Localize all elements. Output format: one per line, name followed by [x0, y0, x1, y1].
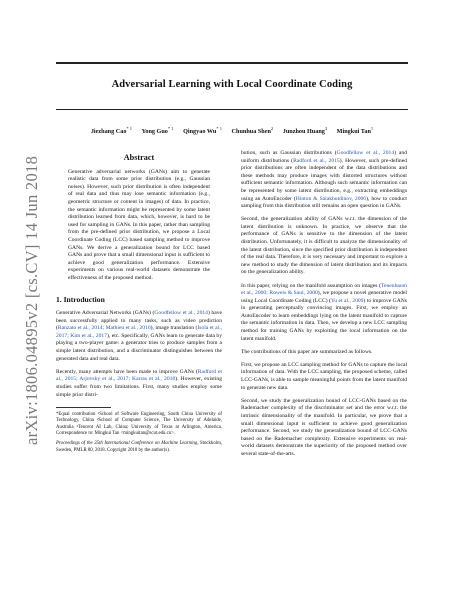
citation-link[interactable]: Radford et al., 2015 — [293, 157, 340, 164]
arxiv-stamp: arXiv:1806.04895v2 [cs.CV] 14 Jun 2018 — [22, 155, 41, 445]
author: Chunhua Shen$^2$ — [231, 126, 274, 136]
intro-paragraph: Recently, many attempts have been made to improve GANs (Radford et al., 2015; Arjovsky et al., 2017; Karras et al., 2018). However, existing studies suffer from two limitations. First, many studies employ some simple prior distri- — [56, 368, 223, 398]
citation-link[interactable]: Goodfellow et al., 2014 — [154, 310, 208, 317]
title-bottom-rule — [56, 109, 408, 110]
footnote-rule — [56, 407, 111, 408]
citation-link[interactable]: Radford et al., 2015; Arjovsky et al., 2017; Karras et al., 2018 — [56, 368, 223, 383]
body-paragraph: The contributions of this paper are summarized as follows. — [241, 348, 373, 355]
abstract-heading: Abstract — [123, 153, 155, 162]
body-paragraph: bution, such as Gaussian distributions (Goodfellow et al., 2014) and uniform distributions (Radford et al., 2015). However, such pre-defined prior distributions are often independent of the data distributions and these methods may produce images with distorted structures without sufficient semantic information. Although such semantic information can be represented by some latent distribution, e.g., extracting embeddings using an AutoEncoder (Hinton & Salakhutdinov, 2006), how to conduct sampling from this distribution still remains an open question in GANs. — [241, 150, 408, 210]
title-top-rule — [56, 62, 408, 64]
author: Mingkui Tan$^1$ — [336, 126, 374, 136]
paper-title: Adversarial Learning with Local Coordinate Coding — [111, 79, 353, 90]
left-column — [56, 150, 222, 458]
body-paragraph: First, we propose an LCC sampling method for GANs to capture the local information of data. With the LCC sampling, the proposed scheme, called LCC-GANs, is able to sample meaningful points from the latent manifold to generate new data. — [241, 361, 407, 391]
citation-link[interactable]: Isola et al., 2017; Kim et al., 2017 — [56, 325, 222, 339]
right-column — [241, 150, 407, 464]
citation-link[interactable]: Goodfellow et al., 2014 — [336, 150, 395, 156]
body-paragraph: Second, we study the generalization bound of LCC-GANs based on the Rademacher complexity of the discriminator set and the error w.r.t. the intrinsic dimensionality of the manifold. In particular, we prove that a small dimensional input is sufficient to achieve good generalization performance. Second, we study the generalization bound of LCC-GANs based on the Rademacher complexity. Extensive experiments on real-world datasets demonstrate the superiority of the proposed method over several state-of-the-arts. — [241, 397, 407, 457]
proceedings-note: Proceedings of the 35th International Conference on Machine Learning, Stockholm, Sweden, PMLR 80, 2018. Copyright 2018 by the author(s). — [56, 441, 222, 453]
author: Yong Guo$^{* 1}$ — [141, 126, 174, 136]
author: Qingyao Wu$^{* 1}$ — [183, 126, 222, 136]
footnotes — [56, 412, 222, 454]
intro-heading: 1. Introduction — [56, 294, 105, 304]
author: Junzhou Huang$^3$ — [282, 126, 328, 136]
intro-paragraph: Generative Adversarial Networks (GANs) (Goodfellow et al., 2014) have been successfully applied to many tasks, such as video prediction (Ranzato et al., 2014; Mathieu et al., 2016), image translation (Isola et al., 2017; Kim et al., 2017), etc. Specifically, GANs learn to generate data by playing a two-player game: a generator tries to produce samples from a simple latent distribution, and a discriminator distinguishes between the generated data and real data. — [56, 310, 223, 362]
affiliation-footnote: *Equal contribution ¹School of Software Engineering, South China University of Technology, China ²School of Computer Science, The University of Adelaide, Australia ³Tencent AI Lab, China; University of Texas at Arlington, America. Correspondence to: Mingkui Tan <mingkuitan@scut.edu.cn>. — [56, 411, 222, 436]
body-paragraph: In this paper, relying on the manifold assumption on images (Tenenbaum et al., 2000; Roweis & Saul, 2000), we propose a novel generative model using Local Coordinate Coding (LCC) (Yu et al., 2009) to improve GANs in generating perceptually convincing images. First, we employ an AutoEncoder to learn embeddings lying on the latent manifold to capture the semantic information in data. Then, we develop a new LCC sampling method for training GANs by exploiting the local information on the latent manifold. — [241, 282, 407, 342]
abstract-text: Generative adversarial networks (GANs) aim to generate realistic data from some prior distribution (e.g., Gaussian noises). However, such prior distribution is often independent of real data and thus may lose semantic information (e.g., geometric structure or content in images) of data. In practice, the semantic information might be represented by some latent distribution learned from data, which, however, is hard to be used for sampling in GANs. In this paper, rather than sampling from the pre-defined prior distribution, we propose a Local Coordinate Coding (LCC) based sampling method to improve GANs. We derive a generalization bound for LCC based GANs and prove that a small dimensional input is sufficient to achieve good generalization performance. Extensive experiments on various real-world datasets demonstrate the effectiveness of the proposed method. — [68, 168, 210, 281]
citation-link[interactable]: Tenenbaum et al., 2000; Roweis & Saul, 2000 — [241, 282, 407, 297]
citation-link[interactable]: Yu et al., 2009 — [330, 297, 364, 304]
citation-link[interactable]: Hinton & Salakhutdinov, 2006 — [295, 195, 367, 202]
author-list — [56, 126, 408, 135]
author: Jiezhang Cao$^{* 1}$ — [90, 126, 133, 136]
body-paragraph: Second, the generalization ability of GANs w.r.t. the dimension of the latent distribution is unknown. In practice, we observe that the performance of GANs is sensitive to the dimension of the latent distribution. Unfortunately, it is difficult to analyze the dimensionality of the latent distribution, since the specified prior distribution is independent of the real data. Therefore, it is very necessary and important to explore a new method to study the dimension of latent distribution and its impacts on the generalization ability. — [241, 216, 407, 276]
abstract-body — [56, 169, 222, 283]
citation-link[interactable]: Ranzato et al., 2014; Mathieu et al., 2016 — [57, 325, 151, 332]
